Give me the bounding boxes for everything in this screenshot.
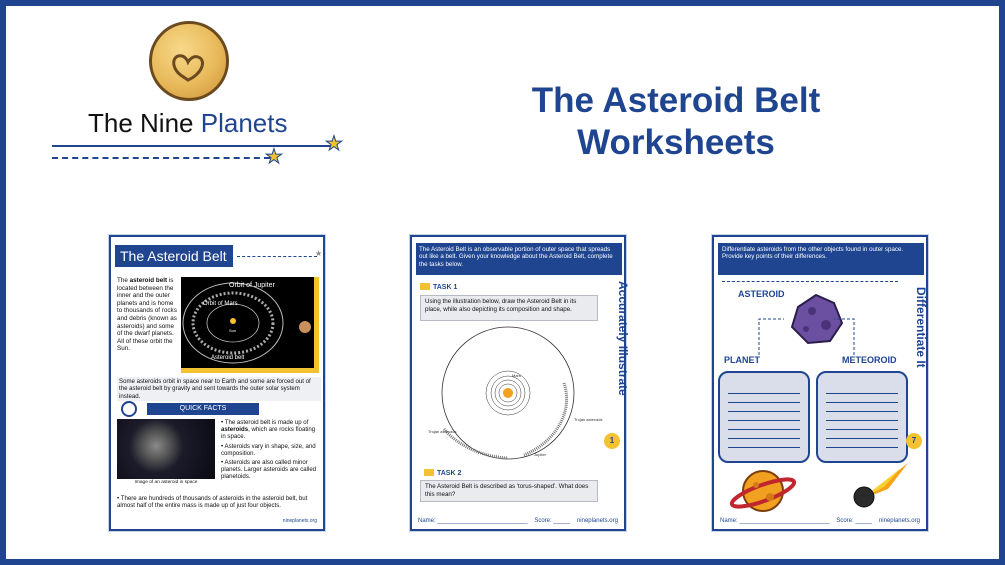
svg-text:Orbit of Jupiter: Orbit of Jupiter	[229, 282, 275, 289]
svg-text:Orbit of Mars: Orbit of Mars	[203, 301, 238, 307]
worksheet-number-badge: 1	[604, 433, 620, 449]
quick-facts-list	[221, 419, 321, 483]
asteroid-photo	[117, 419, 215, 479]
worksheet-footer: nineplanets.org	[282, 518, 317, 524]
task1-box: Using the illustration below, draw the Asteroid Belt in its place, while also depicting its composition and shape.	[420, 295, 598, 321]
worksheet-side-title: Differentiate It	[914, 287, 928, 368]
logo-dash-line	[52, 157, 270, 159]
image-caption: Image of an asteroid in space	[134, 480, 198, 485]
svg-text:Jupiter: Jupiter	[534, 452, 547, 457]
list-item: • Asteroids vary in shape, size, and composition.	[221, 442, 316, 457]
task1-label: TASK 1	[420, 283, 457, 291]
stopwatch-icon	[121, 401, 137, 417]
logo	[46, 18, 356, 168]
svg-text:Trojan asteroids: Trojan asteroids	[574, 417, 603, 422]
intro-text: The asteroid belt is located between the inner and the outer planets and is home to thousands of rocks and debris (known as asteroids) and some of the dwarf planets. All of these orbit the Sun.	[117, 277, 177, 353]
worksheet-intro: Differentiate asteroids from the other objects found in outer space. Provide key points of their differences.	[718, 243, 924, 275]
worksheet-footer: Name: ___________________________ Score: _____ nineplanets.org	[418, 518, 618, 524]
list-item: • The asteroid belt is made up of asteroids, which are rocks floating in space.	[221, 419, 316, 441]
worksheet-preview-differentiate-it[interactable]	[712, 235, 928, 531]
worksheet-footer: Name: ___________________________ Score: _____ nineplanets.org	[720, 518, 920, 524]
svg-text:Trojan asteroids: Trojan asteroids	[428, 429, 457, 434]
task2-label: TASK 2	[424, 469, 461, 477]
label-planet: PLANET	[724, 355, 760, 365]
solar-system-diagram	[424, 323, 603, 468]
worksheet-side-title: Accurately Illustrate	[616, 281, 630, 396]
tag-icon	[420, 283, 430, 290]
svg-text:Asteroid belt: Asteroid belt	[211, 355, 245, 361]
planet-notes-box	[718, 371, 810, 463]
worksheet-preview-asteroid-belt[interactable]	[109, 235, 325, 531]
meteoroid-notes-box	[816, 371, 908, 463]
logo-wordmark: The Nine Planets	[88, 108, 288, 138]
star-icon: ★	[325, 133, 343, 155]
divider	[722, 281, 898, 282]
task2-box: The Asteroid Belt is described as 'torus-shaped'. What does this mean?	[420, 480, 598, 502]
worksheet-intro: The Asteroid Belt is an observable portion of outer space that spreads out like a belt. Given your knowledge about the Asteroid Belt, complete the tasks below.	[416, 243, 622, 275]
worksheet-heading: The Asteroid Belt	[115, 245, 233, 267]
svg-text:Sun: Sun	[229, 328, 237, 333]
divider	[237, 256, 317, 257]
star-icon: ★	[265, 146, 283, 168]
solar-orbit-image	[181, 277, 319, 373]
label-meteoroid: METEOROID	[842, 355, 897, 365]
planet-logo-icon	[149, 21, 229, 101]
tag-icon	[424, 469, 434, 476]
list-item: • There are hundreds of thousands of asteroids in the asteroid belt, but almost half of the entire mass is made up of just four objects.	[117, 495, 308, 510]
label-asteroid: ASTEROID	[738, 289, 785, 299]
worksheet-preview-accurately-illustrate[interactable]	[410, 235, 630, 531]
meteoroid-icon	[848, 459, 912, 516]
quick-facts-label: QUICK FACTS	[147, 403, 259, 415]
logo-underline	[52, 145, 332, 147]
page-title: The Asteroid Belt Worksheets	[531, 81, 821, 162]
connector-lines	[754, 317, 864, 357]
svg-text:Mars: Mars	[512, 373, 521, 378]
list-item: • Asteroids are also called minor planets. Larger asteroids are called planetoids.	[221, 459, 317, 481]
more-info-text: Some asteroids orbit in space near to Earth and some are forced out of the asteroid belt by gravity and sent towards the outer solar system instead.	[117, 377, 321, 401]
slide	[6, 6, 999, 559]
worksheet-number-badge: 7	[906, 433, 922, 449]
star-icon: ★	[315, 249, 323, 258]
